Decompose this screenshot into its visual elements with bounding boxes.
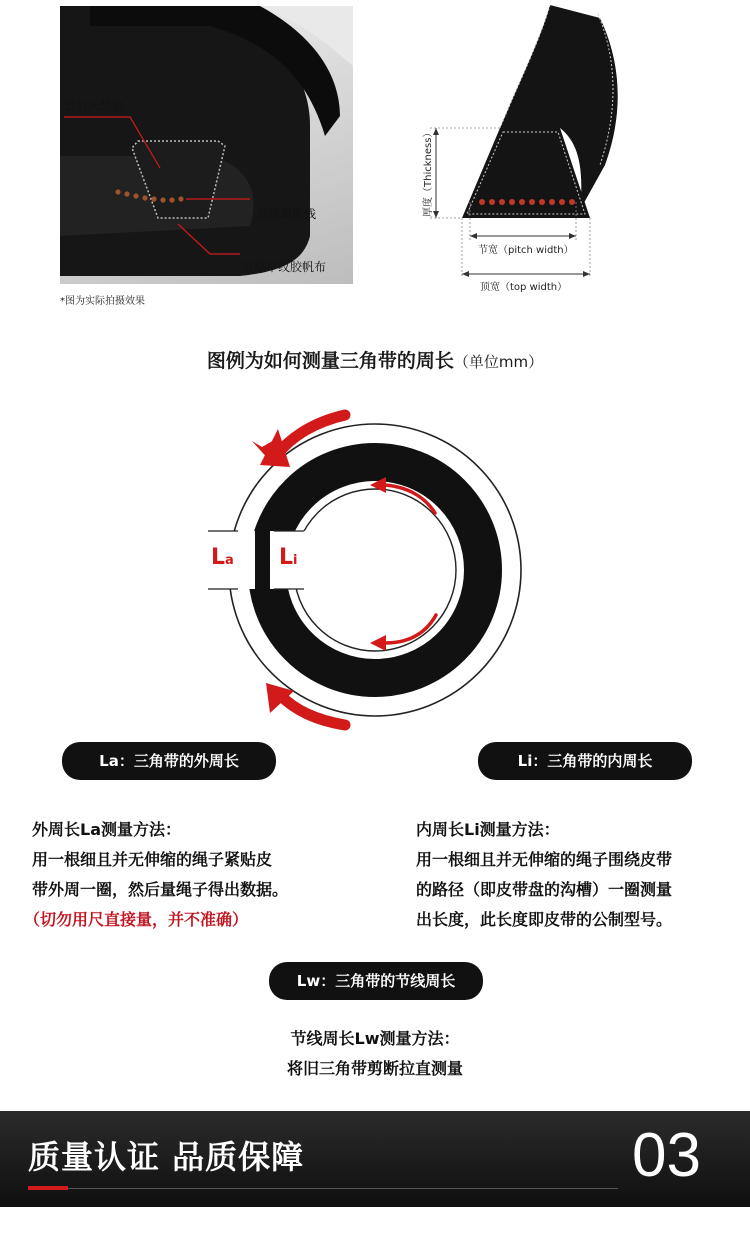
la-description bbox=[24, 815, 372, 935]
footer-divider bbox=[28, 1188, 618, 1189]
lw-pill: Lw：三角带的节线周长 bbox=[269, 962, 483, 1000]
la-symbol bbox=[211, 545, 234, 570]
li-heading: 内周长Li测量方法： bbox=[416, 820, 560, 839]
label-polyester-cord: 高强聚酯线 bbox=[256, 207, 317, 221]
label-natural-rubber: 进口天然胶 bbox=[64, 99, 125, 113]
lw-heading: 节线周长Lw测量方法： bbox=[290, 1029, 460, 1048]
li-symbol-sub: i bbox=[293, 553, 298, 568]
li-description bbox=[416, 815, 746, 935]
pitch-width-label: 节宽（pitch width） bbox=[478, 245, 574, 256]
belt-photo-illustration bbox=[60, 6, 353, 284]
top-width-label: 顶宽（top width） bbox=[480, 282, 568, 293]
la-symbol-main: L bbox=[211, 545, 226, 570]
la-line-1: 用一根细且并无伸缩的绳子紧贴皮 bbox=[32, 850, 273, 869]
measure-title bbox=[0, 346, 750, 373]
lw-description bbox=[0, 1024, 750, 1084]
la-heading: 外周长La测量方法： bbox=[32, 820, 181, 839]
li-line-1: 用一根细且并无伸缩的绳子围绕皮带 bbox=[416, 850, 673, 869]
ring-diagram bbox=[200, 395, 540, 735]
li-symbol-main: L bbox=[279, 545, 294, 570]
section-number: 03 bbox=[632, 1121, 701, 1190]
belt-photo bbox=[60, 6, 353, 284]
li-pill: Li：三角带的内周长 bbox=[478, 742, 692, 780]
lw-line-1: 将旧三角带剪断拉直测量 bbox=[286, 1059, 463, 1078]
photo-note: *图为实际拍摄效果 bbox=[60, 296, 145, 307]
footer-title: 质量认证 品质保障 bbox=[28, 1138, 305, 1176]
la-pill: La：三角带的外周长 bbox=[62, 742, 276, 780]
la-symbol-sub: a bbox=[225, 553, 234, 568]
measure-title-text: 图例为如何测量三角带的周长 bbox=[206, 350, 454, 372]
li-symbol bbox=[279, 545, 298, 570]
li-line-2: 的路径（即皮带盘的沟槽）一圈测量 bbox=[416, 880, 673, 899]
measure-unit: （单位mm） bbox=[453, 353, 544, 371]
footer-accent-bar bbox=[28, 1186, 68, 1190]
label-canvas: 双层平纹胶帆布 bbox=[242, 260, 327, 274]
la-warning: （切勿用尺直接量，并不准确） bbox=[24, 910, 249, 929]
thickness-label: 厚度（Thickness） bbox=[423, 127, 434, 217]
la-line-2: 带外周一圈，然后量绳子得出数据。 bbox=[32, 880, 289, 899]
li-line-3: 出长度，此长度即皮带的公制型号。 bbox=[416, 910, 673, 929]
